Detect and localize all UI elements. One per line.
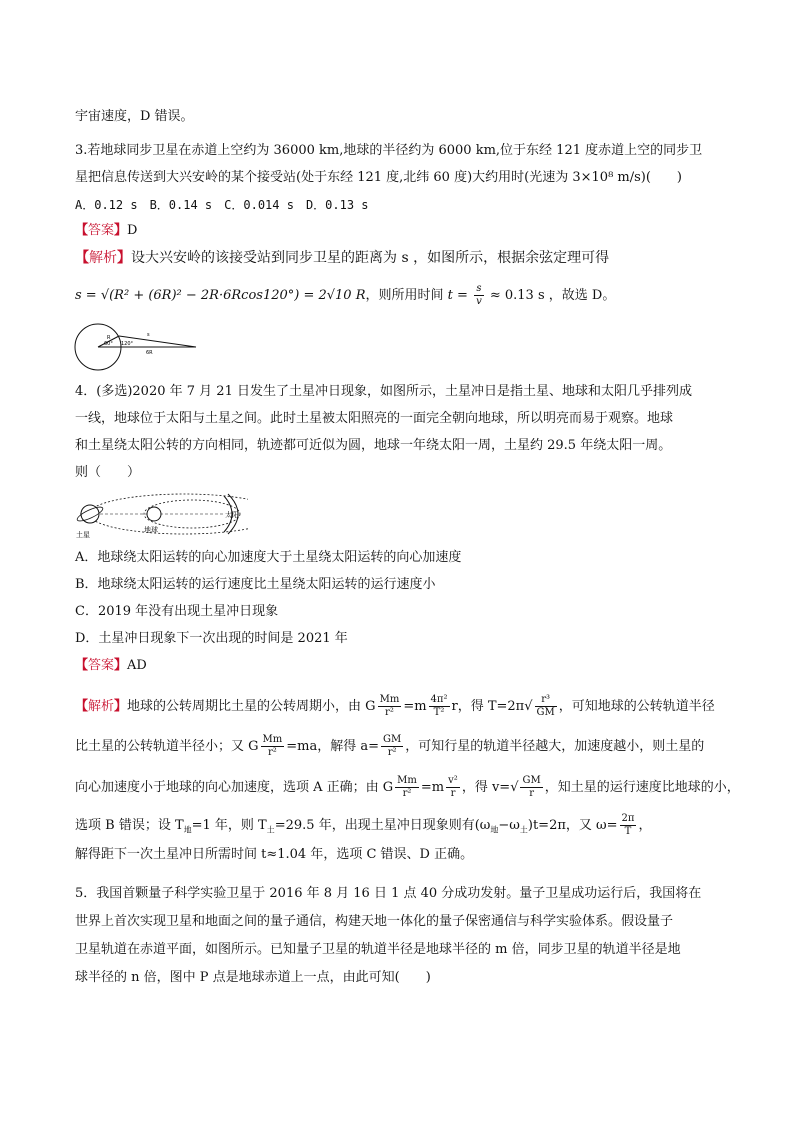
- question-3-options: A．0.12 s B．0.14 s C．0.014 s D．0.13 s: [75, 198, 369, 212]
- question-4-explanation-2: 比土星的公转轨道半径小；又 G $\frac{Mm}{\text{r²}}$ =ma，解得 a= $\frac{GM}{\text{r²}}$ ，可知行星的轨道半径越大，加速度越小，则土星的: [75, 734, 705, 758]
- label-R: R: [107, 335, 111, 341]
- question-5-line-4: 球半径的 n 倍，图中 P 点是地球赤道上一点，由此可知( ): [75, 970, 431, 985]
- answer-value: AD: [127, 658, 147, 673]
- question-3-explanation-2: s = √(R² + (6R)² − 2R·6Rcos120°) = 2√10 R，则所用时间 t = $\frac{s}{v}$ ≈ 0.13 s ，故选 D。: [75, 283, 616, 307]
- question-4-explanation-1: 【解析】地球的公转周期比土星的公转周期小，由 G $\frac{Mm}{\text{r²}}$ =m $\frac{\text{4π²}}{\text{T²}}$ r，得 T=2π√ $\frac{\text{r³}}{GM}$ ，可知地球的公转轨道半径: [75, 694, 715, 718]
- label-120: 120°: [121, 341, 134, 347]
- question-5-line-2: 世界上首次实现卫星和地面之间的量子通信，构建天地一体化的量子保密通信与科学实验体系。假设量子: [75, 914, 674, 929]
- question-4-explanation-3: 向心加速度小于地球的向心加速度，选项 A 正确；由 G $\frac{Mm}{\text{r²}}$ =m $\frac{\text{v²}}{r}$ ，得 v=√ $\frac{GM}{r}$ ，知土星的运行速度比地球的小，: [75, 775, 740, 799]
- answer-label: 答案: [88, 658, 115, 673]
- question-3-explanation-1: 【解析】设大兴安岭的该接受站到同步卫星的距离为 s ，如图所示，根据余弦定理可得: [75, 250, 610, 266]
- sqrt-gm-over-r: √ $\frac{GM}{r}$: [510, 775, 541, 799]
- question-4-line-3: 和土星绕太阳公转的方向相同，轨迹都可近似为圆，地球一年绕太阳一周，土星约 29.5 年绕太阳一周。: [75, 438, 672, 453]
- label-6R: 6R: [146, 350, 153, 356]
- question-4-line-4: 则（ ）: [75, 465, 141, 480]
- question-3-answer: 【答案】D: [75, 223, 138, 238]
- question-4-explanation-4: 选项 B 错误；设 $T_地=1$ 年，则 $T_土=29.5$ 年，出现土星冲日现象则有$(\omega_地-\omega_土)t=2\pi$，又 ω= $\frac{2\pi}{T}$ ，: [75, 813, 652, 837]
- sqrt-r3-over-gm: √ $\frac{\text{r³}}{GM}$: [524, 694, 555, 718]
- answer-value: D: [127, 223, 138, 238]
- cosine-law-formula: s = √(R² + (6R)² − 2R·6Rcos120°) = 2√10 R: [75, 288, 366, 303]
- label-sun: 太阳: [225, 511, 239, 519]
- fraction-s-over-v: $\frac{s}{v}$: [476, 283, 482, 307]
- question-4-answer: 【答案】AD: [75, 658, 147, 673]
- label-s: s: [147, 332, 150, 338]
- explanation-label: 解析: [88, 699, 115, 714]
- question-3-line-1: 3.若地球同步卫星在赤道上空约为 36000 km,地球的半径约为 6000 km,位于东经 121 度赤道上空的同步卫: [75, 143, 703, 158]
- question-4-explanation-5: 解得距下一次土星冲日所需时间 t≈1.04 年，选项 C 错误、D 正确。: [75, 847, 474, 862]
- question-5-line-1: 5．我国首颗量子科学实验卫星于 2016 年 8 月 16 日 1 点 40 分成功发射。量子卫星成功运行后，我国将在: [75, 886, 702, 901]
- label-saturn: 土星: [76, 531, 90, 539]
- figure-saturn-opposition: [74, 492, 248, 542]
- question-4-option-b: B．地球绕太阳运转的运行速度比土星绕太阳运转的运行速度小: [75, 577, 436, 592]
- explanation-label: 解析: [89, 250, 117, 266]
- text-line: 宇宙速度，D 错误。: [75, 109, 194, 124]
- question-3-line-2: 星把信息传送到大兴安岭的某个接受站(处于东经 121 度,北纬 60 度)大约用时(光速为 3×10⁸ m/s)( ): [75, 170, 683, 185]
- question-5-line-3: 卫星轨道在赤道平面，如图所示。已知量子卫星的轨道半径是地球半径的 m 倍，同步卫星的轨道半径是地: [75, 942, 681, 957]
- question-4-option-d: D．土星冲日现象下一次出现的时间是 2021 年: [75, 631, 348, 646]
- question-4-line-1: 4．(多选)2020 年 7 月 21 日发生了土星冲日现象，如图所示，土星冲日是指土星、地球和太阳几乎排列成: [75, 384, 692, 399]
- question-4-option-c: C．2019 年没有出现土星冲日现象: [75, 604, 279, 619]
- answer-label: 答案: [88, 223, 115, 238]
- figure-cosine-law: [74, 322, 198, 372]
- label-earth: 地球: [144, 526, 158, 534]
- question-4-option-a: A．地球绕太阳运转的向心加速度大于土星绕太阳运转的向心加速度: [75, 550, 462, 565]
- label-60: 60°: [104, 341, 113, 347]
- question-4-line-2: 一线，地球位于太阳与土星之间。此时土星被太阳照亮的一面完全朝向地球，所以明亮而易于观察。地球: [75, 411, 674, 426]
